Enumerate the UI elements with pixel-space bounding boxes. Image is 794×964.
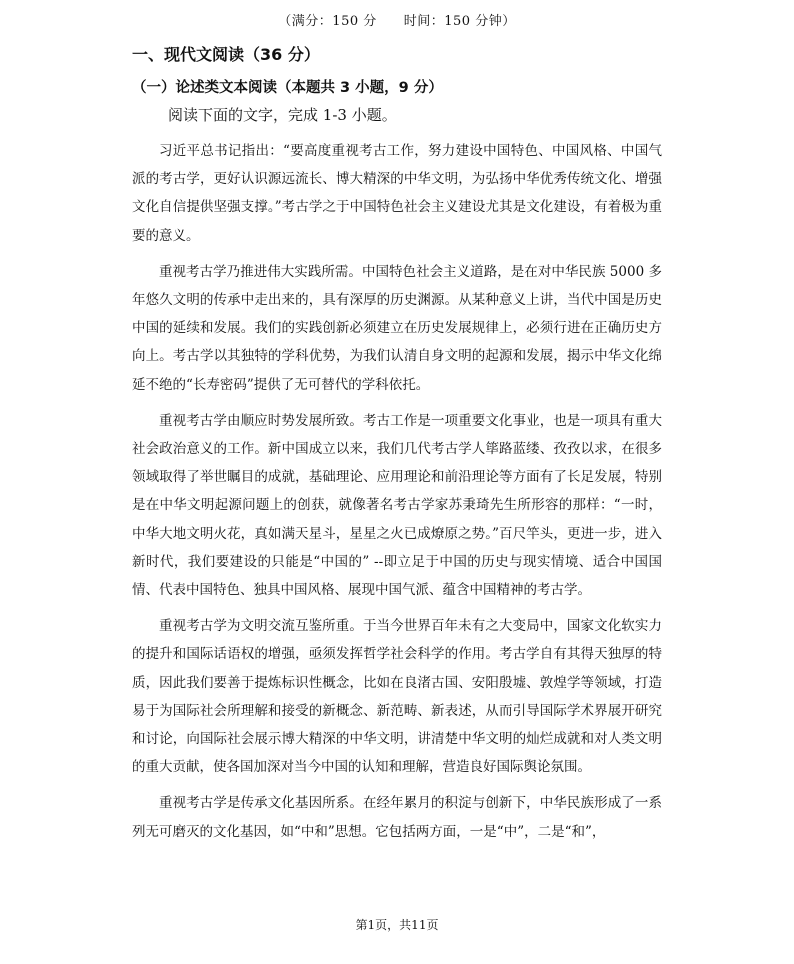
subsection-title: （一）论述类文本阅读（本题共 3 小题，9 分） bbox=[132, 80, 443, 96]
passage-paragraph: 重视考古学是传承文化基因所系。在经年累月的积淀与创新下，中华民族形成了一系列无可磨灭的文化基因，如“中和”思想。它包括两方面，一是“中”，二是“和”， bbox=[132, 795, 662, 840]
passage-paragraph: 重视考古学为文明交流互鉴所重。于当今世界百年未有之大变局中，国家文化软实力的提升和国际话语权的增强，亟须发挥哲学社会科学的作用。考古学自有其得天独厚的特质，因此我们要善于提炼标识性概念，比如在良渚古国、安阳殷墟、敦煌学等领域，打造易于为国际社会所理解和接受的新概念、新范畴、新表述，从而引导国际学术界展开研究和讨论，向国际社会展示博大精深的中华文明，讲清楚中华文明的灿烂成就和对人类文明的重大贡献，使各国加深对当今中国的认知和理解，营造良好国际舆论氛围。 bbox=[132, 618, 662, 776]
section-title: 一、现代文阅读（36 分） bbox=[132, 45, 320, 64]
passage-paragraph: 习近平总书记指出：“要高度重视考古工作，努力建设中国特色、中国风格、中国气派的考古学，更好认识源远流长、博大精深的中华文明，为弘扬中华优秀传统文化、增强文化自信提供坚强支撑。”考古学之于中国特色社会主义建设尤其是文化建设，有着极为重要的意义。 bbox=[132, 143, 662, 244]
passage-paragraph: 重视考古学由顺应时势发展所致。考古工作是一项重要文化事业，也是一项具有重大社会政治意义的工作。新中国成立以来，我们几代考古学人筚路蓝缕、孜孜以求，在很多领域取得了举世瞩目的成就，基础理论、应用理论和前沿理论等方面有了长足发展，特别是在中华文明起源问题上的创获，就像著名考古学家苏秉琦先生所形容的那样：“一时，中华大地文明火花，真如满天星斗，星星之火已成燎原之势。”百尺竿头，更进一步，进入新时代，我们要建设的只能是“中国的” --即立足于中国的历史与现实情境、适合中国国情、代表中国特色、独具中国风格、展现中国气派、蕴含中国精神的考古学。 bbox=[132, 412, 662, 599]
passage bbox=[132, 137, 662, 854]
reading-instruction: 阅读下面的文字，完成 1-3 小题。 bbox=[168, 106, 397, 124]
exam-info: （满分：150 分 时间：150 分钟） bbox=[278, 14, 516, 29]
page-number: 第1页，共11页 bbox=[355, 918, 439, 932]
passage-paragraph: 重视考古学乃推进伟大实践所需。中国特色社会主义道路，是在对中华民族 5000 多年悠久文明的传承中走出来的，具有深厚的历史渊源。从某种意义上讲，当代中国是历史中国的延续和发展。我们的实践创新必须建立在历史发展规律上，必须行进在正确历史方向上。考古学以其独特的学科优势，为我们认清自身文明的起源和发展，揭示中华文化绵延不绝的“长寿密码”提供了无可替代的学科依托。 bbox=[132, 263, 662, 393]
